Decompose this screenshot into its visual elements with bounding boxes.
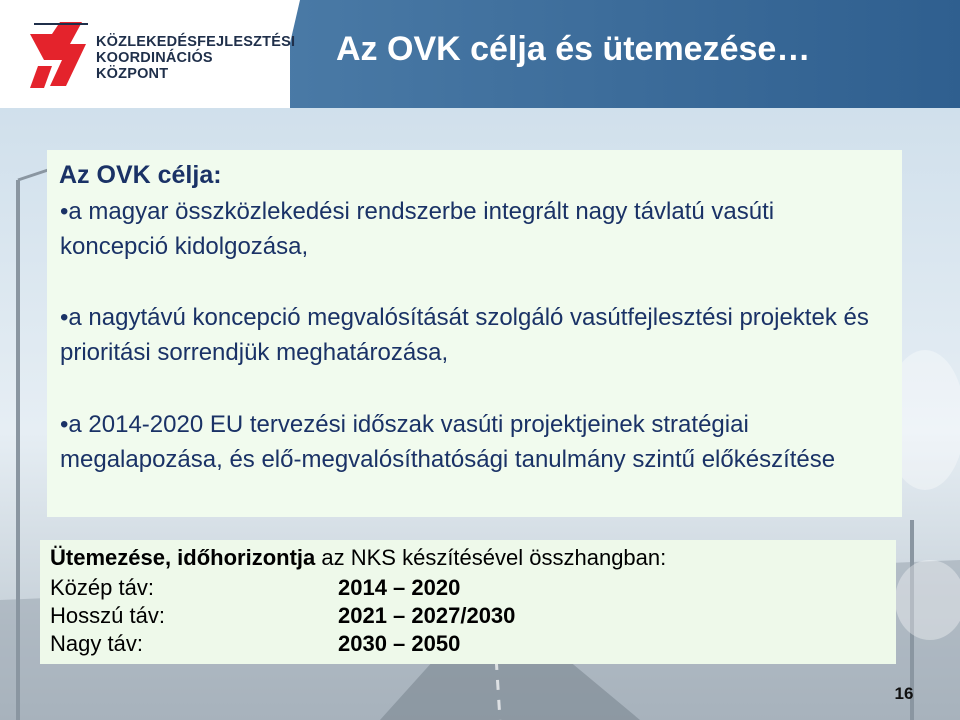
schedule-row-value: 2014 – 2020 — [338, 575, 461, 600]
logo-text — [96, 34, 295, 82]
schedule-row-label: Hosszú táv: — [50, 603, 165, 628]
page-number: 16 — [894, 684, 914, 703]
schedule-heading — [50, 545, 666, 571]
goal-bullet-1: •a magyar összközlekedési rendszerbe integrált nagy távlatú vasúti koncepció kidolgozása, — [60, 198, 775, 260]
schedule-row-label: Nagy táv: — [50, 631, 143, 656]
slide-title: Az OVK célja és ütemezése… — [336, 30, 811, 68]
schedule-row-label: Közép táv: — [50, 575, 154, 600]
schedule-heading-rest: az NKS készítésével összhangban: — [315, 545, 667, 570]
goal-bullet-2: •a nagytávú koncepció megvalósítását szolgáló vasútfejlesztési projektek és prioritási sorrendjük meghatározása, — [60, 304, 869, 366]
logo-line-1: KÖZLEKEDÉSFEJLESZTÉSI — [96, 34, 296, 50]
logo-line-2: KOORDINÁCIÓS — [96, 50, 213, 66]
goal-bullet-3: •a 2014-2020 EU tervezési időszak vasúti projektjeinek stratégiai megalapozása, és elő-megvalósíthatósági tanulmány szintű előkészítése — [60, 411, 836, 473]
logo-line-3: KÖZPONT — [96, 66, 169, 82]
schedule-row-value: 2021 – 2027/2030 — [338, 603, 516, 628]
schedule-heading-bold: Ütemezése, időhorizontja — [50, 545, 316, 570]
schedule-row-value: 2030 – 2050 — [338, 631, 461, 656]
goals-heading: Az OVK célja: — [59, 161, 222, 189]
